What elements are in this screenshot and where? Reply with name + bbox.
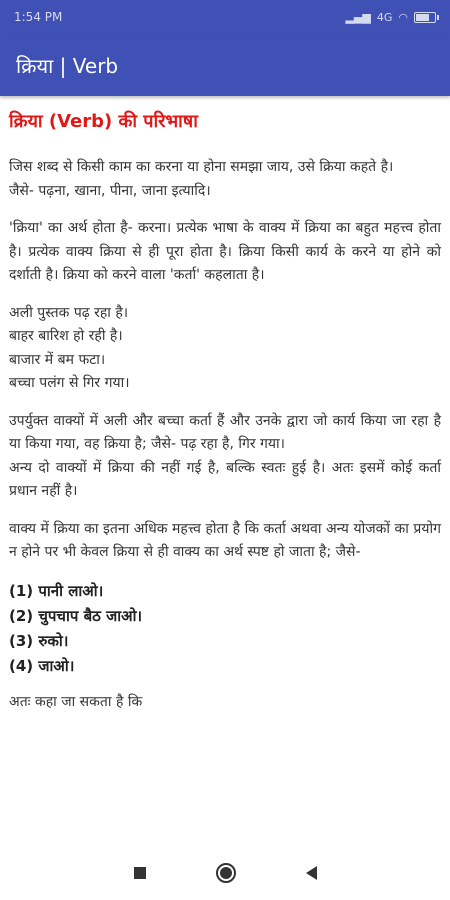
list-item: (4) जाओ। (9, 656, 75, 675)
example-line: बाहर बारिश हो रही है। (9, 328, 123, 344)
example-line: बाजार में बम फटा। (9, 351, 106, 368)
navigation-bar (0, 846, 450, 900)
definition-line: जिस शब्द से किसी काम का करना या होना समझा जाय, उसे क्रिया कहते है। (9, 159, 394, 175)
definition-example-line: जैसे- पढ़ना, खाना, पीना, जाना इत्यादि। (9, 182, 211, 199)
article-content[interactable] (0, 96, 450, 846)
example-line: बच्चा पलंग से गिर गया। (9, 375, 130, 391)
example-line: अली पुस्तक पढ़ रहा है। (9, 304, 129, 321)
network-label: 4G (376, 10, 393, 24)
home-button[interactable] (216, 863, 236, 883)
article-heading: क्रिया (Verb) की परिभाषा (9, 111, 198, 132)
signal-icon: ▂▄▆ (345, 10, 371, 24)
list-item: (2) चुपचाप बैठ जाओ। (9, 606, 143, 625)
wifi-icon: ◠ (398, 10, 408, 24)
examples-paragraph (9, 302, 441, 396)
app-bar (0, 34, 450, 96)
battery-level (416, 14, 429, 21)
definition-paragraph (9, 156, 441, 203)
status-bar (0, 0, 450, 34)
status-time: 1:54 PM (14, 10, 63, 24)
explanation-paragraph (9, 410, 441, 504)
list-item: (3) रुको। (9, 631, 69, 650)
meaning-paragraph: 'क्रिया' का अर्थ होता है- करना। प्रत्येक भाषा के वाक्य में क्रिया का बहुत महत्त्व होता है। प्रत्येक वाक्य क्रिया से ही पूरा होता है। क्रिया किसी कार्य के करने या होने को दर्शाती है। क्रिया को करने वाला 'कर्ता' कहलाता है। (9, 220, 441, 283)
explanation-line: अन्य दो वाक्यों में क्रिया की नहीं गई है, बल्कि स्वतः हुई है। अतः इसमें कोई कर्ता प्रधान नहीं है। (9, 459, 441, 499)
verb-example-list (9, 579, 441, 679)
importance-paragraph: वाक्य में क्रिया का इतना अधिक महत्त्व होता है कि कर्ता अथवा अन्य योजकों का प्रयोग न होने पर भी केवल क्रिया से ही वाक्य का अर्थ स्पष्ट हो जाता है; जैसे- (9, 520, 441, 560)
recent-apps-button[interactable] (134, 867, 146, 879)
page-title: क्रिया | Verb (16, 53, 119, 78)
battery-icon (414, 12, 436, 23)
explanation-line: उपर्युक्त वाक्यों में अली और बच्चा कर्ता हैं और उनके द्वारा जो कार्य किया जा रहा है या किया गया, वह क्रिया है; जैसे- पढ़ रहा है, गिर गया। (9, 412, 441, 452)
list-item: (1) पानी लाओ। (9, 581, 104, 600)
conclusion-paragraph: अतः कहा जा सकता है कि (9, 693, 143, 710)
home-icon (220, 867, 232, 879)
status-icons (345, 11, 436, 24)
back-button[interactable] (306, 866, 317, 880)
